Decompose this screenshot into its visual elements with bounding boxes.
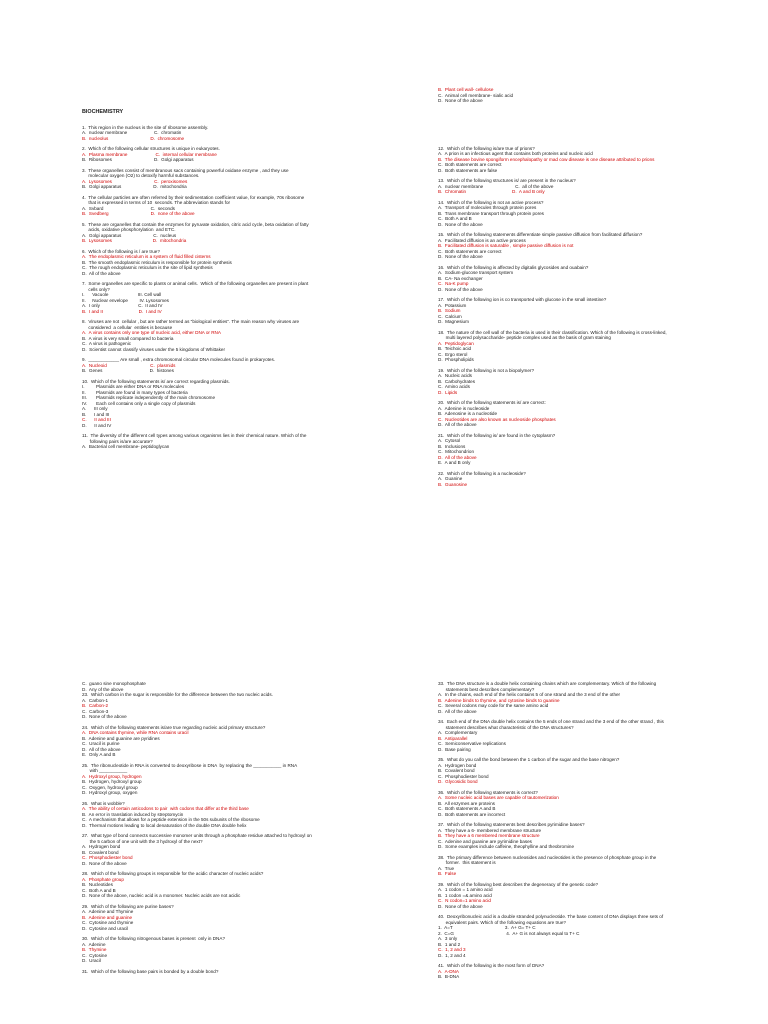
question-item bbox=[82, 319, 382, 352]
answer-option: B. They have a 6 membered membrane structure bbox=[438, 833, 540, 838]
answer-option: B. Teichoic acid bbox=[438, 346, 472, 351]
answer-option: C. Carbon-3 bbox=[82, 708, 109, 714]
answer-option: D. None of the above, nucleic acid is a monomer. Nucleic acids are not acidic bbox=[82, 893, 241, 898]
question-item bbox=[82, 125, 382, 142]
answer-option: A. Adenine is nucleoside bbox=[438, 405, 490, 411]
answer-option: C. 1, 2 and 3 bbox=[438, 947, 466, 952]
answer-option: A. Sodium-glucose transport system bbox=[438, 270, 514, 275]
answer-option: B. Inclusions bbox=[438, 443, 466, 449]
answer-option: B. 1 and 2 bbox=[438, 941, 461, 947]
question-text: 17. Which of the following ion is co transported with glucose in the small intestine? bbox=[438, 297, 607, 302]
answer-option: D. Some examples include caffeine, theophylline and theobromine bbox=[438, 844, 575, 849]
question-item bbox=[82, 222, 382, 244]
answer-option: A. A virus contains only one type of nucleic acid, either DNA or RNA bbox=[82, 330, 221, 335]
question-text: 26. What is wobble? bbox=[82, 800, 125, 806]
answer-option: A. Hydrogen bond bbox=[438, 762, 477, 768]
answer-option: C. Phosphodiester bond bbox=[82, 855, 133, 860]
question-item bbox=[82, 168, 382, 190]
question-item bbox=[82, 725, 382, 758]
question-text: 6. Which of the following is / are true? bbox=[82, 248, 160, 254]
answer-option: C. II and III bbox=[82, 417, 111, 422]
answer-option: A. Transport of molecules through protein pores bbox=[438, 205, 537, 210]
question-item bbox=[438, 400, 738, 428]
answer-option: D. Magnesium bbox=[438, 319, 469, 324]
answer-option: C. Several codons may code for the same amino acid bbox=[438, 703, 549, 708]
answer-option: D. None of the above bbox=[438, 286, 483, 292]
answer-option: B. A virus is very small compared to bacteria bbox=[82, 335, 174, 341]
answer-option: A. Lysosomes C. peroxisomes bbox=[82, 178, 188, 184]
question-text: 4. The cellular particles are often referred by their sedimentation coefficient value, for example, 70s ribosome that is expressed in terms of 10 seconds. The abbreviation stands for bbox=[82, 194, 305, 205]
question-item bbox=[438, 963, 738, 980]
answer-option: A. Nucleoid C. plasmids bbox=[82, 362, 176, 368]
answer-option: A. Adenine and Thymine bbox=[82, 909, 134, 914]
question-text: 23. Which carbon in the sugar is responsible for the difference between the two nucleic acids. bbox=[82, 692, 273, 697]
answer-option: B. Covalent bond bbox=[438, 768, 475, 773]
question-item bbox=[438, 433, 738, 466]
question-item bbox=[82, 969, 382, 975]
answer-option: A. Adenine bbox=[82, 941, 106, 947]
answer-option: A. Bacterial cell membrane- peptidoglycan bbox=[82, 444, 170, 449]
answer-option: A. Potassium bbox=[438, 302, 467, 308]
answer-option: B. Sodium bbox=[438, 308, 461, 313]
answer-option: D. 1, 2 and 4 bbox=[438, 952, 466, 958]
answer-option: B. Trans membrane transport through protein pores bbox=[438, 210, 544, 216]
answer-option: E. Only A and B bbox=[82, 752, 116, 757]
question-list bbox=[82, 125, 382, 450]
answer-option: D. II and IV bbox=[82, 422, 112, 428]
question-list bbox=[438, 146, 738, 488]
answer-option: 1. A=T 3. A+ G= T+ C bbox=[438, 925, 536, 930]
question-item bbox=[438, 882, 738, 910]
answer-option: B. All enzymes are proteins bbox=[438, 800, 495, 806]
question-text: 10. Which of the following statements is/ are correct regarding plasmids. bbox=[82, 378, 230, 384]
question-item bbox=[438, 146, 738, 174]
answer-option: A. A-DNA bbox=[438, 968, 459, 974]
question-item bbox=[82, 871, 382, 899]
answer-option: C. Amino acids bbox=[438, 384, 470, 389]
question-item bbox=[438, 265, 738, 293]
answer-option: B. I and III bbox=[82, 411, 110, 417]
question-item bbox=[82, 195, 382, 217]
answer-option: III. Plasmids replicate independently of the main chromosome bbox=[82, 395, 216, 400]
question-text: 22. Which of the following is a nucleoside? bbox=[438, 470, 526, 476]
answer-option: C. Ergo sterol bbox=[438, 351, 468, 357]
answer-option: A. The endoplasmic reticulum is a system of fluid filled cisterns bbox=[82, 254, 211, 259]
answer-option: A. Phosphate group bbox=[82, 876, 124, 882]
answer-option: C. Nucleotides are also known as nucleoside phosphates bbox=[438, 416, 556, 422]
answer-option: A. Some nucleic acid bases are capable of tautomerization bbox=[438, 795, 559, 800]
answer-option: 2. C=G 4. A+ G is not always equal to T+ C bbox=[438, 930, 580, 936]
answer-option: A. The ability of certain anticodons to pair with codons that differ at the third base bbox=[82, 806, 249, 811]
answer-option: D. Hydroxyl group, oxygen bbox=[82, 790, 138, 795]
question-text: 5. These are organelles that contain the enzymes for pyruvate oxidation, citric acid cycle, beta oxidation of fatty acids, oxidative phosphorylation and ETC. bbox=[82, 221, 309, 232]
answer-option: C. Mitochondrion bbox=[438, 449, 475, 454]
answer-option: D. None of the above bbox=[438, 221, 483, 227]
answer-option: B. The disease bovine spongiform encephalopathy or mad cow disease is one disease attributed to prions bbox=[438, 156, 655, 162]
answer-option: I. Vacuole III. Cell wall bbox=[82, 292, 162, 297]
question-item bbox=[82, 833, 382, 866]
answer-option: B. Covalent bond bbox=[82, 849, 119, 855]
answer-option: D. All of the above bbox=[82, 270, 121, 276]
answer-option: C. A virus is pathogenic bbox=[82, 341, 132, 346]
answer-option: D. All of the above bbox=[438, 708, 477, 714]
answer-option: B. Carbohydrates bbox=[438, 378, 476, 384]
answer-option: C. Adenine and guanine are pyrimidine bases bbox=[438, 838, 532, 844]
answer-option: D. Both statements are incorrect bbox=[438, 811, 506, 817]
answer-option: A. Nucleic acids bbox=[438, 373, 472, 378]
answer-option: A. Complementary bbox=[438, 730, 478, 735]
answer-option: B. Lysosomes D. mitochondria bbox=[82, 238, 187, 243]
answer-option: A. A prion is an infectious agent that contains both proteins and nucleic acid bbox=[438, 151, 593, 156]
column-bottom-left bbox=[82, 681, 382, 979]
continued-options bbox=[438, 87, 738, 104]
answer-option: I. Plasmids are either DNA or RNA molecules bbox=[82, 384, 185, 389]
question-item bbox=[82, 357, 382, 374]
section-title: BIOCHEMISTRY bbox=[82, 109, 124, 115]
question-item bbox=[438, 471, 738, 488]
answer-option: D. All of the above bbox=[82, 746, 121, 752]
question-list bbox=[438, 681, 738, 980]
question-item bbox=[82, 379, 382, 429]
question-text: 41. Which of the following is the most form of DNA? bbox=[438, 963, 545, 968]
column-top-right bbox=[438, 87, 738, 492]
question-text: 18. The nature of the cell wall of the bacteria is used in their classification. Which of the following is cross-linked, multi layered polysaccharide- peptide complex used as the basis of gram staining bbox=[438, 329, 667, 340]
question-item bbox=[438, 200, 738, 228]
answer-option: D. Lipids bbox=[438, 389, 458, 395]
answer-option: A. Carbon-1 bbox=[82, 697, 109, 703]
question-item bbox=[82, 433, 382, 450]
answer-option: B. Adenine binds to thymine, and cytosine binds to guanine bbox=[438, 697, 560, 703]
answer-option: A. Facilitated diffusion is an active process bbox=[438, 237, 526, 243]
question-text: 37. Which of the following statements best describes pyrimidine bases? bbox=[438, 822, 585, 827]
answer-option: A. Svbard C. seconds bbox=[82, 205, 175, 211]
answer-option: C. Both statements are correct bbox=[438, 248, 502, 254]
question-item bbox=[82, 692, 382, 720]
answer-option: A. Guanine bbox=[438, 476, 463, 481]
answer-option: A. nuclear membrane C. all of the above bbox=[438, 183, 554, 189]
question-item bbox=[438, 822, 738, 850]
question-item bbox=[82, 281, 382, 314]
question-text: 35. What do you call the bond between the 1 carbon of the sugar and the base nitrogen? bbox=[438, 757, 620, 762]
question-text: 14. Which of the following is not an active process? bbox=[438, 199, 544, 205]
answer-option: A. In the chains, each end of the helix contains 5 of one strand and the 3 end of the other bbox=[438, 692, 621, 697]
question-item bbox=[82, 904, 382, 932]
answer-option: B. Genes D. histones bbox=[82, 368, 174, 373]
answer-option: B. I and II D. I and IV bbox=[82, 308, 162, 314]
question-item bbox=[438, 178, 738, 195]
answer-option: B. Plant cell wall- cellulose bbox=[438, 87, 494, 92]
answer-option: A. They have a 6- membered membrane structure bbox=[438, 827, 542, 833]
answer-option: C. The rough endoplasmic reticulum is the site of lipid synthesis bbox=[82, 265, 213, 270]
answer-option: D. All of the above bbox=[438, 422, 477, 427]
answer-option: B. nucleolus D. chromosome bbox=[82, 135, 185, 141]
question-item bbox=[82, 936, 382, 964]
question-text: 9. ____________ Are small , extra chromosomal circular DNA molecules found in prokaryotes. bbox=[82, 357, 276, 362]
answer-option: C. Cytosine bbox=[82, 952, 108, 958]
question-item bbox=[82, 146, 382, 163]
answer-option: II. Nuclear envelope IV. Lysosomes bbox=[82, 297, 169, 303]
answer-option: C. Both statements are correct bbox=[438, 162, 502, 167]
question-text: 15. Which of the following statements differentiate simple passive diffusion from facilitated diffusion? bbox=[438, 232, 643, 237]
question-text: 16. Which of the following is affected by digitalis glycosides and ouabain? bbox=[438, 264, 589, 270]
answer-option: B. Carbon-2 bbox=[82, 703, 109, 708]
question-item bbox=[82, 801, 382, 829]
question-item bbox=[438, 757, 738, 785]
question-item bbox=[438, 297, 738, 325]
answer-option: IV. Each cell contains only a single copy of plasmids bbox=[82, 400, 196, 406]
answer-option: D. None of the above bbox=[438, 254, 483, 259]
answer-option: D. None of the above bbox=[82, 714, 127, 719]
question-item bbox=[82, 249, 382, 277]
answer-option: A. III only bbox=[82, 406, 108, 411]
question-text: 25. The ribonucleotide in RNA is converted to deoxyribose in DNA by replacing the ___________ in RNA with ___________ bbox=[82, 762, 298, 773]
question-item bbox=[438, 368, 738, 396]
answer-option: B. Adenine and guanine bbox=[82, 914, 133, 920]
answer-option: A. Hydrogen bond bbox=[82, 844, 121, 849]
answer-option: C. Na-K pump bbox=[438, 281, 469, 286]
answer-option: A. 3 only bbox=[438, 936, 458, 941]
answer-option: A. I only C. II and IV bbox=[82, 303, 163, 308]
question-item bbox=[438, 914, 738, 958]
answer-option: D. None of the above bbox=[82, 860, 127, 866]
answer-option: B. Nucleotides bbox=[82, 882, 113, 887]
answer-option: D. Thermal motions leading to local denaturation of the double DNA double helix bbox=[82, 822, 247, 828]
answer-option: D. None of the above bbox=[438, 98, 483, 103]
answer-option: C. Both A and B bbox=[438, 216, 472, 221]
question-text: 2. Which of the following cellular structures is unique in eukaryotes. bbox=[82, 146, 220, 151]
answer-option: B. Ribosomes D. Golgi apparatus bbox=[82, 157, 194, 162]
answer-option: D. Cytosine and uracil bbox=[82, 925, 129, 931]
answer-option: E. A and B only bbox=[438, 460, 471, 465]
question-text: 31. Which of the following base pairs is bonded by a double bond? bbox=[82, 968, 219, 974]
question-item bbox=[438, 855, 738, 877]
answer-option: B. Svedberg D. none of the above bbox=[82, 211, 195, 216]
question-item bbox=[438, 232, 738, 260]
answer-option: C. Both statements A and B bbox=[438, 806, 496, 811]
answer-option: B. An error in translation induced by streptomycin bbox=[82, 811, 184, 817]
question-text: 29. Which of the following are purine bases? bbox=[82, 903, 174, 909]
question-text: 38. The primary difference between nucleosides and nucleotides is the presence of phosphate group in the former. this statement is bbox=[438, 854, 657, 865]
question-text: 36. Which of the following statements is correct? bbox=[438, 789, 538, 795]
answer-option: A. Plasma membrane C. internal cellular membrane bbox=[82, 151, 217, 157]
answer-option: B. Golgi apparatus D. mitochondria bbox=[82, 184, 187, 189]
question-text: 27. What type of bond connects successive monomer units through a phosphate residue attached to hydroxyl on the 5 carbon of one unit with the 3 hydroxyl of the next? bbox=[82, 833, 312, 844]
answer-option: C. Oxygen, hydroxyl group bbox=[82, 784, 138, 790]
answer-option: B. Chromatin D. A and B only bbox=[438, 189, 545, 194]
question-item bbox=[438, 681, 738, 714]
answer-option: C. Uracil is purine bbox=[82, 741, 120, 746]
answer-option: A. DNA contains thymine, while RNA contains uracil bbox=[82, 730, 189, 735]
answer-option: C. guano sine monophosphate bbox=[82, 681, 146, 686]
question-text: 30. Which of the following nitrogenous bases is present only in DNA? bbox=[82, 936, 225, 941]
answer-option: D. Phospholipids bbox=[438, 357, 474, 362]
answer-option: D. Glycosidic bond bbox=[438, 779, 478, 784]
answer-option: D. None of the above bbox=[438, 903, 483, 909]
question-text: 33. The DNA structure is a double helix containing chains which are complementary. Which of the following statements best describes complementary? bbox=[438, 681, 657, 692]
answer-option: C. Animal cell membrane- sialic acid bbox=[438, 92, 514, 98]
answer-option: A. Peptidoglycan bbox=[438, 340, 474, 346]
answer-option: D. Any of the above bbox=[82, 686, 124, 692]
answer-option: B. Facilitated diffusion is saturable , simple passive diffusion is not bbox=[438, 243, 574, 248]
question-list bbox=[82, 692, 382, 974]
answer-option: D. All of the above bbox=[438, 454, 477, 460]
answer-option: A. nuclear membrane C. chromatin bbox=[82, 130, 182, 135]
answer-option: B. Thymine bbox=[82, 947, 107, 952]
answer-option: B. CA- Na exchanger bbox=[438, 275, 483, 281]
question-text: 39. Which of the following best describes the degeneracy of the genetic code? bbox=[438, 881, 599, 887]
question-text: 34. Each end of the DNA double helix contains the 5 ends of one strand and the 3 end of the other strand , this statement describes what characteristic of the DNA structures? bbox=[438, 719, 664, 730]
question-text: 7. Some organelles are specific to plants or animal cells. Which of the following organelles are present in plant cells only? bbox=[82, 281, 309, 292]
answer-option: B. Hydrogen, hydroxyl group bbox=[82, 779, 142, 784]
answer-option: C. N codon=1 amino acid bbox=[438, 898, 491, 903]
question-item bbox=[438, 790, 738, 818]
question-text: 40. Deoxyribonucleic acid is a double stranded polynucleotide. The base content of DNA displays three sets of equivalent pairs. Which of the following equations are true? bbox=[438, 914, 664, 925]
question-text: 8. Viruses are not cellular , but are rather termed as "biological entities". The main reason why viruses are considered a cellular entities is because bbox=[82, 319, 300, 330]
answer-option: C. Semiconservative replications bbox=[438, 741, 506, 746]
question-text: 3. These organelles consist of membranous sacs containing powerful oxidase enzyme , and they use molecular oxygen (O2) to detoxify harmful substances. bbox=[82, 167, 289, 178]
answer-option: C. Phosphodiester bond bbox=[438, 773, 489, 779]
question-item bbox=[438, 330, 738, 363]
answer-option: B. 1 codon =& amino acid bbox=[438, 892, 492, 898]
answer-option: D. Uracil bbox=[82, 958, 101, 963]
answer-option: B. False bbox=[438, 871, 457, 876]
question-text: 12. Which of the following is/are true of prions? bbox=[438, 145, 535, 151]
column-top-left bbox=[82, 110, 382, 455]
question-text: 24. Which of the following statements is/are true regarding nucleic acid primary structure? bbox=[82, 724, 266, 730]
answer-option: C. Both A and B bbox=[82, 887, 116, 893]
continued-options bbox=[82, 681, 382, 692]
answer-option: C. A mechanism that allows for a peptide extension in the 50s subunits of the ribosome bbox=[82, 817, 260, 822]
question-item bbox=[438, 719, 738, 752]
answer-option: C. Cytosine and thymine bbox=[82, 920, 134, 925]
answer-option: B. Adenosine is a nucleotide bbox=[438, 411, 497, 416]
answer-option: D. Both statements are false bbox=[438, 167, 498, 173]
column-bottom-right bbox=[438, 681, 738, 985]
answer-option: B. Guanosine bbox=[438, 481, 468, 487]
answer-option: A. True bbox=[438, 865, 455, 871]
answer-option: II. Plasmids are found in many types of bacteria bbox=[82, 389, 188, 395]
answer-option: D. Scientist cannot classify viruses under the 5 kingdoms of Whittaker bbox=[82, 346, 225, 352]
answer-option: C. Calcium bbox=[438, 313, 462, 319]
question-item bbox=[82, 763, 382, 796]
question-text: 21. Which of the following is/ are found in the cytoplasm? bbox=[438, 432, 556, 438]
answer-option: B. Adenine and guanine are pyridines bbox=[82, 735, 160, 741]
answer-option: B. The smooth endoplasmic reticulum is responsible for protein synthesis bbox=[82, 259, 232, 265]
question-text: 20. Which of the following statements is/ are correct: bbox=[438, 400, 546, 405]
answer-option: A. Cytosol bbox=[438, 438, 461, 443]
question-text: 28. Which of the following groups is responsible for the acidic character of nucleic acids? bbox=[82, 871, 264, 876]
answer-option: A. 1 codon = 1 amino acid bbox=[438, 887, 493, 892]
answer-option: B. Antiparallel bbox=[438, 735, 468, 741]
answer-option: D. Base pairing bbox=[438, 746, 471, 752]
answer-option: B. B-DNA bbox=[438, 974, 460, 979]
question-text: 13. Which of the following structures is/ are present in the nucleus? bbox=[438, 178, 576, 183]
question-text: 11. The diversity of the different cell types among various organisms lies in their chemical nature. Which of the following pairs is/are accurate? bbox=[82, 433, 307, 444]
question-text: 1. This region in the nucleus is the site of ribosome assembly. bbox=[82, 124, 209, 130]
answer-option: A. Hydroxyl group, hydrogen bbox=[82, 773, 142, 779]
question-text: 19. Which of the following is not a biopolymer? bbox=[438, 367, 535, 373]
answer-option: A. Golgi apparatus C. nucleus bbox=[82, 232, 177, 238]
